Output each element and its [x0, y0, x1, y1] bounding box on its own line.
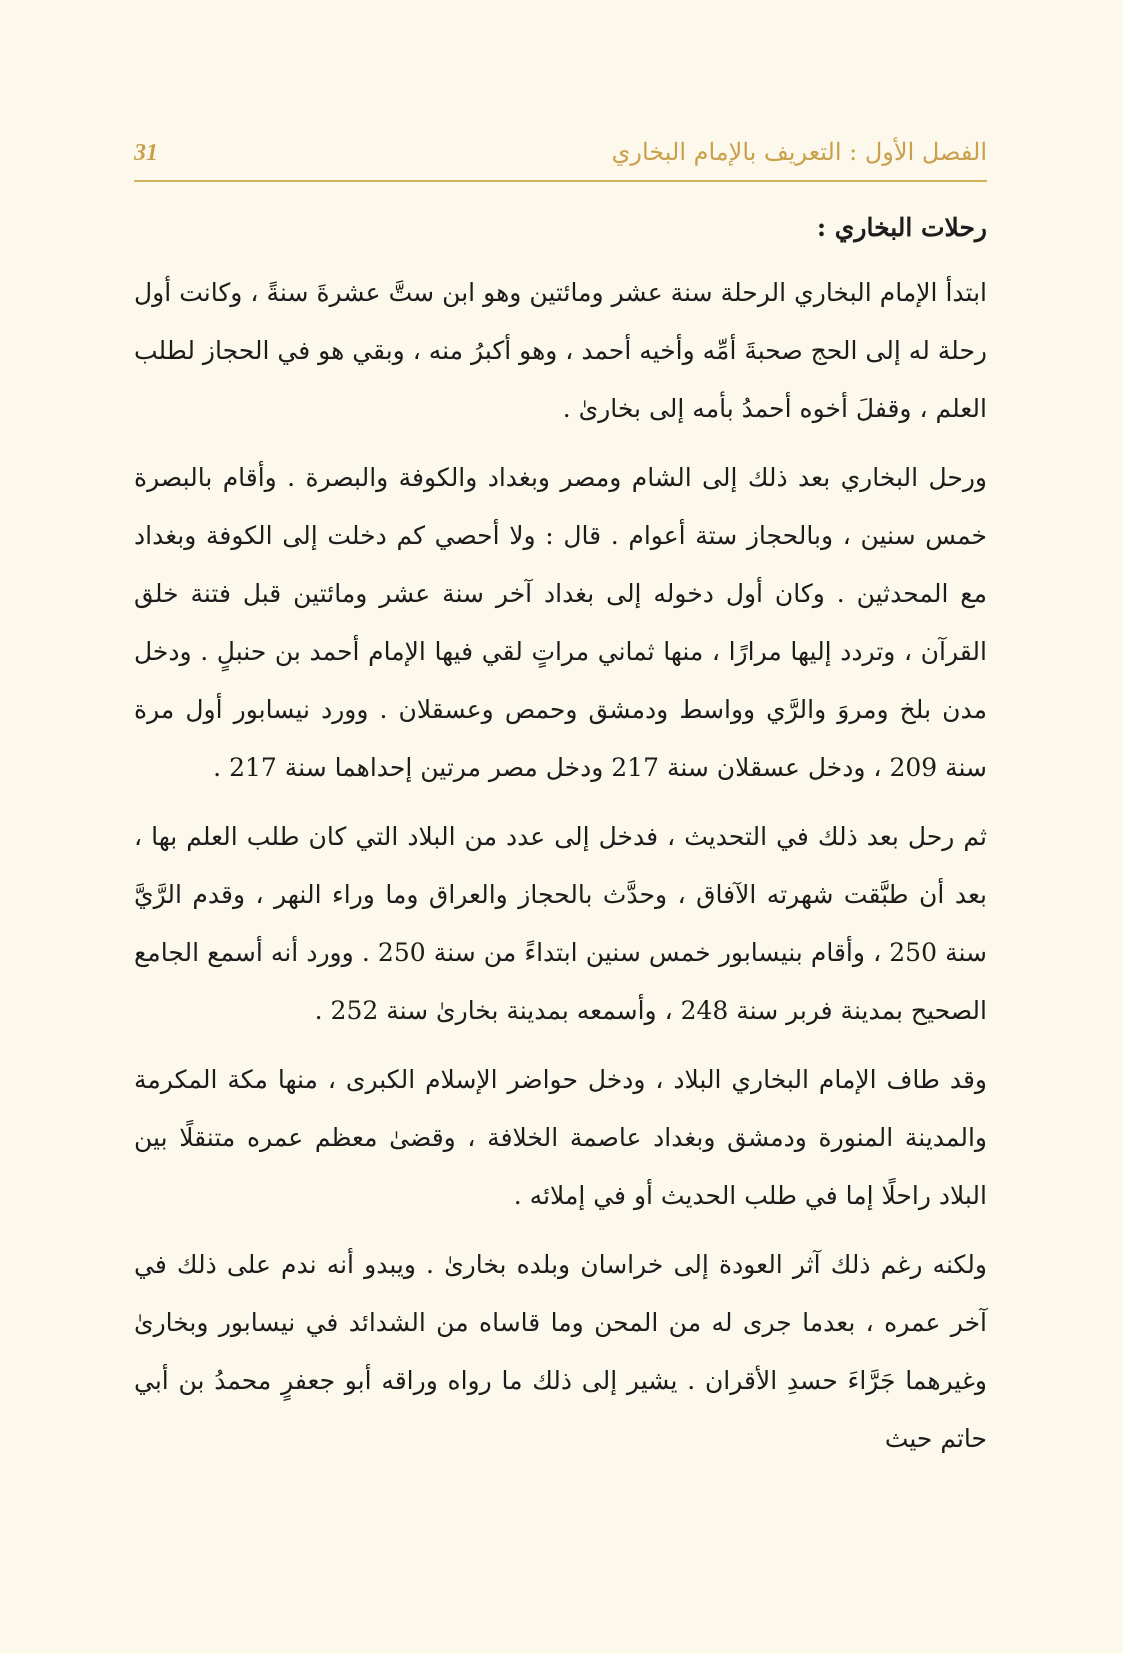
- running-title: الفصل الأول : التعريف بالإمام البخاري: [611, 138, 987, 166]
- page-header: [134, 128, 987, 182]
- paragraph-5: ولكنه رغم ذلك آثر العودة إلى خراسان وبلده بخارىٰ . ويبدو أنه ندم على ذلك في آخر عمره ، بعدما جرى له من المحن وما قاساه من الشدائد في نيسابور وبخارىٰ وغيرهما جَرَّاءَ حسدِ الأقران . يشير إلى ذلك ما رواه وراقه أبو جعفرٍ محمدُ بن أبي حاتم حيث: [134, 1250, 987, 1453]
- paragraph-2: ورحل البخاري بعد ذلك إلى الشام ومصر وبغداد والكوفة والبصرة . وأقام بالبصرة خمس سنين ، وبالحجاز ستة أعوام . قال : ولا أحصي كم دخلت إلى الكوفة وبغداد مع المحدثين . وكان أول دخوله إلى بغداد آخر سنة عشر ومائتين قبل فتنة خلق القرآن ، وتردد إليها مرارًا ، منها ثماني مراتٍ لقي فيها الإمام أحمد بن حنبلٍ . ودخل مدن بلخ ومروَ والرَّي وواسط ودمشق وحمص وعسقلان . وورد نيسابور أول مرة سنة 209 ، ودخل عسقلان سنة 217 ودخل مصر مرتين إحداهما سنة 217 .: [134, 463, 987, 782]
- page-content: [134, 202, 987, 1468]
- page-number: 31: [134, 140, 158, 166]
- paragraph-4: وقد طاف الإمام البخاري البلاد ، ودخل حواضر الإسلام الكبرى ، منها مكة المكرمة والمدينة المنورة ودمشق وبغداد عاصمة الخلافة ، وقضىٰ معظم عمره متنقلًا بين البلاد راحلًا إما في طلب الحديث أو في إملائه .: [134, 1065, 987, 1210]
- book-page: [134, 128, 987, 1598]
- paragraph-1: ابتدأ الإمام البخاري الرحلة سنة عشر ومائتين وهو ابن ستَّ عشرةَ سنةً ، وكانت أول رحلة له إلى الحج صحبةَ أمِّه وأخيه أحمد ، وهو أكبرُ منه ، وبقي هو في الحجاز لطلب العلم ، وقفلَ أخوه أحمدُ بأمه إلى بخارىٰ .: [134, 278, 987, 423]
- paragraph-3: ثم رحل بعد ذلك في التحديث ، فدخل إلى عدد من البلاد التي كان طلب العلم بها ، بعد أن طبَّقت شهرته الآفاق ، وحدَّث بالحجاز والعراق وما وراء النهر ، وقدم الرَّيَّ سنة 250 ، وأقام بنيسابور خمس سنين ابتداءً من سنة 250 . وورد أنه أسمع الجامع الصحيح بمدينة فربر سنة 248 ، وأسمعه بمدينة بخارىٰ سنة 252 .: [134, 822, 988, 1025]
- section-heading: رحلات البخاري :: [816, 213, 987, 242]
